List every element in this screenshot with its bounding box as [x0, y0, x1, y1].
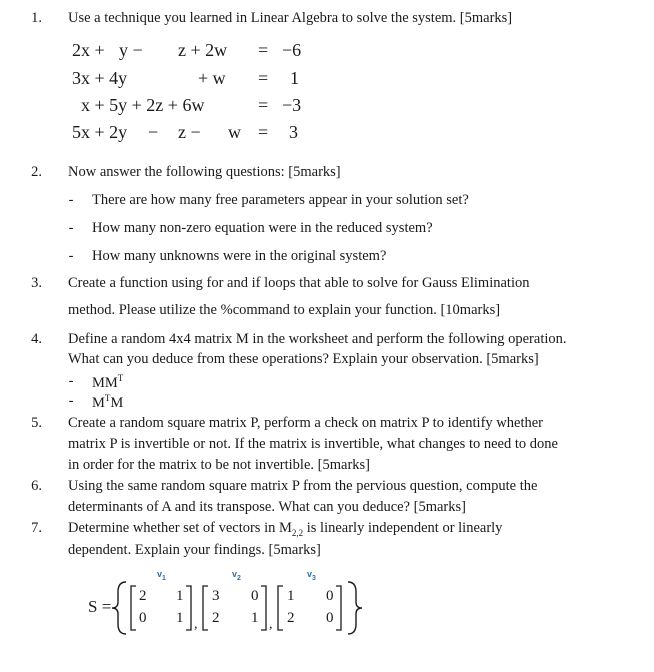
q4-number: 4. — [31, 331, 42, 347]
q3-number: 3. — [31, 275, 42, 291]
matrix-2-cell: 1 — [251, 610, 259, 626]
matrix-2-cell: 3 — [212, 588, 220, 604]
bullet-dash: - — [68, 393, 74, 409]
equation-2: 3x + 4y + w = 1 — [72, 68, 299, 88]
bullet-dash: - — [68, 248, 74, 264]
bullet-dash: - — [68, 220, 74, 236]
q6-line-2: determinants of A and its transpose. What can you deduce? [5marks] — [68, 499, 466, 515]
matrix-2-left-bracket-icon — [203, 586, 208, 630]
q7-number: 7. — [31, 520, 42, 536]
matrix-3-right-bracket-icon — [336, 586, 341, 630]
q2-text: Now answer the following questions: [5marks] — [68, 164, 341, 180]
q3-line-2: method. Please utilize the %command to explain your function. [10marks] — [68, 302, 501, 318]
matrix-3-cell: 0 — [326, 610, 334, 626]
q5-line-2: matrix P is invertible or not. If the matrix is invertible, what changes to need to done — [68, 436, 558, 452]
q6-line-1: Using the same random square matrix P from the pervious question, compute the — [68, 478, 538, 494]
matrix-1-cell: 0 — [139, 610, 147, 626]
matrix-3-cell: 0 — [326, 588, 334, 604]
matrix-3-cell: 1 — [287, 588, 295, 604]
equation-4: 5x + 2y − z − w = 3 — [72, 122, 298, 142]
q4-item-mmt: $MM^T$ — [92, 373, 124, 391]
set-name: S = — [88, 597, 112, 616]
q4-line-1: Define a random 4x4 matrix M in the worksheet and perform the following operation. — [68, 331, 567, 347]
svg-text:,: , — [269, 617, 273, 632]
matrix-2-right-bracket-icon — [261, 586, 266, 630]
matrix-1-left-bracket-icon — [131, 586, 136, 630]
matrix-3-cell: 2 — [287, 610, 295, 626]
set-brackets — [110, 578, 370, 638]
q2-item-1: There are how many free parameters appear in your solution set? — [92, 192, 469, 208]
svg-text:,: , — [194, 617, 198, 632]
q5-line-3: in order for the matrix to be not invertible. [5marks] — [68, 457, 370, 473]
vector-label-v3: $v_3$ — [307, 569, 316, 582]
bullet-dash: - — [68, 192, 74, 208]
right-brace-icon — [348, 582, 362, 634]
q5-number: 5. — [31, 415, 42, 431]
q7-line-2: dependent. Explain your findings. [5marks] — [68, 542, 321, 558]
q2-item-3: How many unknowns were in the original system? — [92, 248, 387, 264]
q5-line-1: Create a random square matrix P, perform a check on matrix P to identify whether — [68, 415, 543, 431]
q1-number: 1. — [31, 10, 42, 26]
matrix-2-cell: 2 — [212, 610, 220, 626]
matrix-1-cell: 2 — [139, 588, 147, 604]
matrix-1-right-bracket-icon — [186, 586, 191, 630]
matrix-1-cell: 1 — [176, 588, 184, 604]
q2-number: 2. — [31, 164, 42, 180]
q6-number: 6. — [31, 478, 42, 494]
matrix-2-cell: 0 — [251, 588, 259, 604]
q3-line-1: Create a function using for and if loops that able to solve for Gauss Elimination — [68, 275, 530, 291]
equation-1: 2x + y − z + 2w = −6 — [72, 40, 302, 60]
q4-line-2: What can you deduce from these operations? Explain your observation. [5marks] — [68, 351, 539, 367]
left-brace-icon — [112, 582, 126, 634]
matrix-3-left-bracket-icon — [278, 586, 283, 630]
q7-line-1: Determine whether set of vectors in $M_{2,2}$ is linearly independent or linearly — [68, 520, 503, 538]
q1-text: Use a technique you learned in Linear Algebra to solve the system. [5marks] — [68, 10, 513, 26]
q2-item-2: How many non-zero equation were in the reduced system? — [92, 220, 433, 236]
q4-item-mtm: $M^TM$ — [92, 393, 124, 411]
matrix-1-cell: 1 — [176, 610, 184, 626]
vector-label-v1: $v_1$ — [157, 569, 166, 582]
vector-label-v2: $v_2$ — [232, 569, 241, 582]
equation-3: x + 5y + 2z + 6w = −3 — [81, 95, 302, 115]
bullet-dash: - — [68, 373, 74, 389]
